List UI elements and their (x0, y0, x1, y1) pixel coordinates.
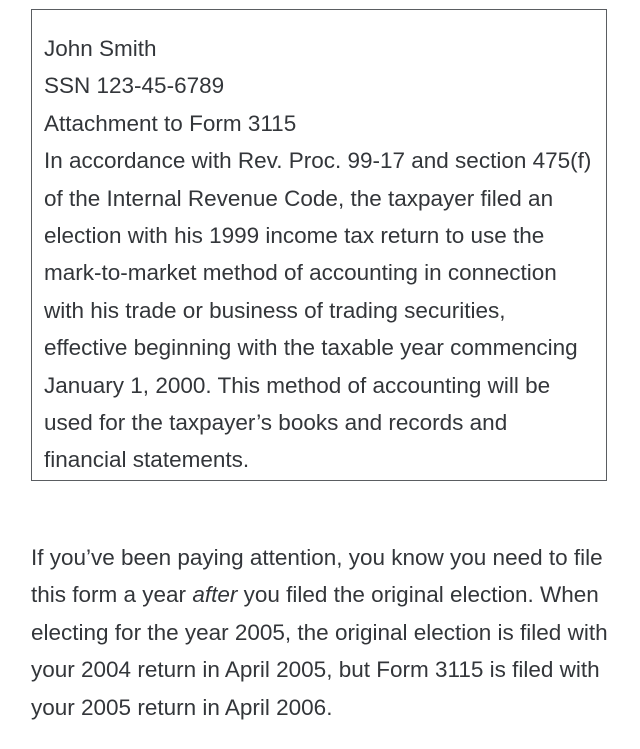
attachment-heading: Attachment to Form 3115 (44, 110, 297, 136)
explanation-text-start: If you’ve been paying attention, you know you need to file this form a year (31, 545, 603, 608)
taxpayer-name: John Smith (44, 36, 157, 61)
explanation-text-end: you filed the original election. When electing for the year 2005, the original election is filed with your 2004 return in April 2005, but Form 3115 is filed with your 2005 return in April 2006. (31, 582, 608, 720)
explanation-paragraph (31, 539, 621, 726)
explanation-emphasis: after (192, 582, 238, 608)
taxpayer-ssn: SSN 123-45-6789 (44, 73, 225, 99)
attachment-statement: In accordance with Rev. Proc. 99-17 and section 475(f) of the Internal Revenue Code, the taxpayer filed an election with his 1999 income tax return to use the mark-to-market method of accounting in connection with his trade or business of trading securities, effective beginning with the taxable year commencing January 1, 2000. This method of accounting will be used for the taxpayer’s books and records and financial statements. (44, 148, 592, 473)
attachment-box (31, 9, 607, 481)
